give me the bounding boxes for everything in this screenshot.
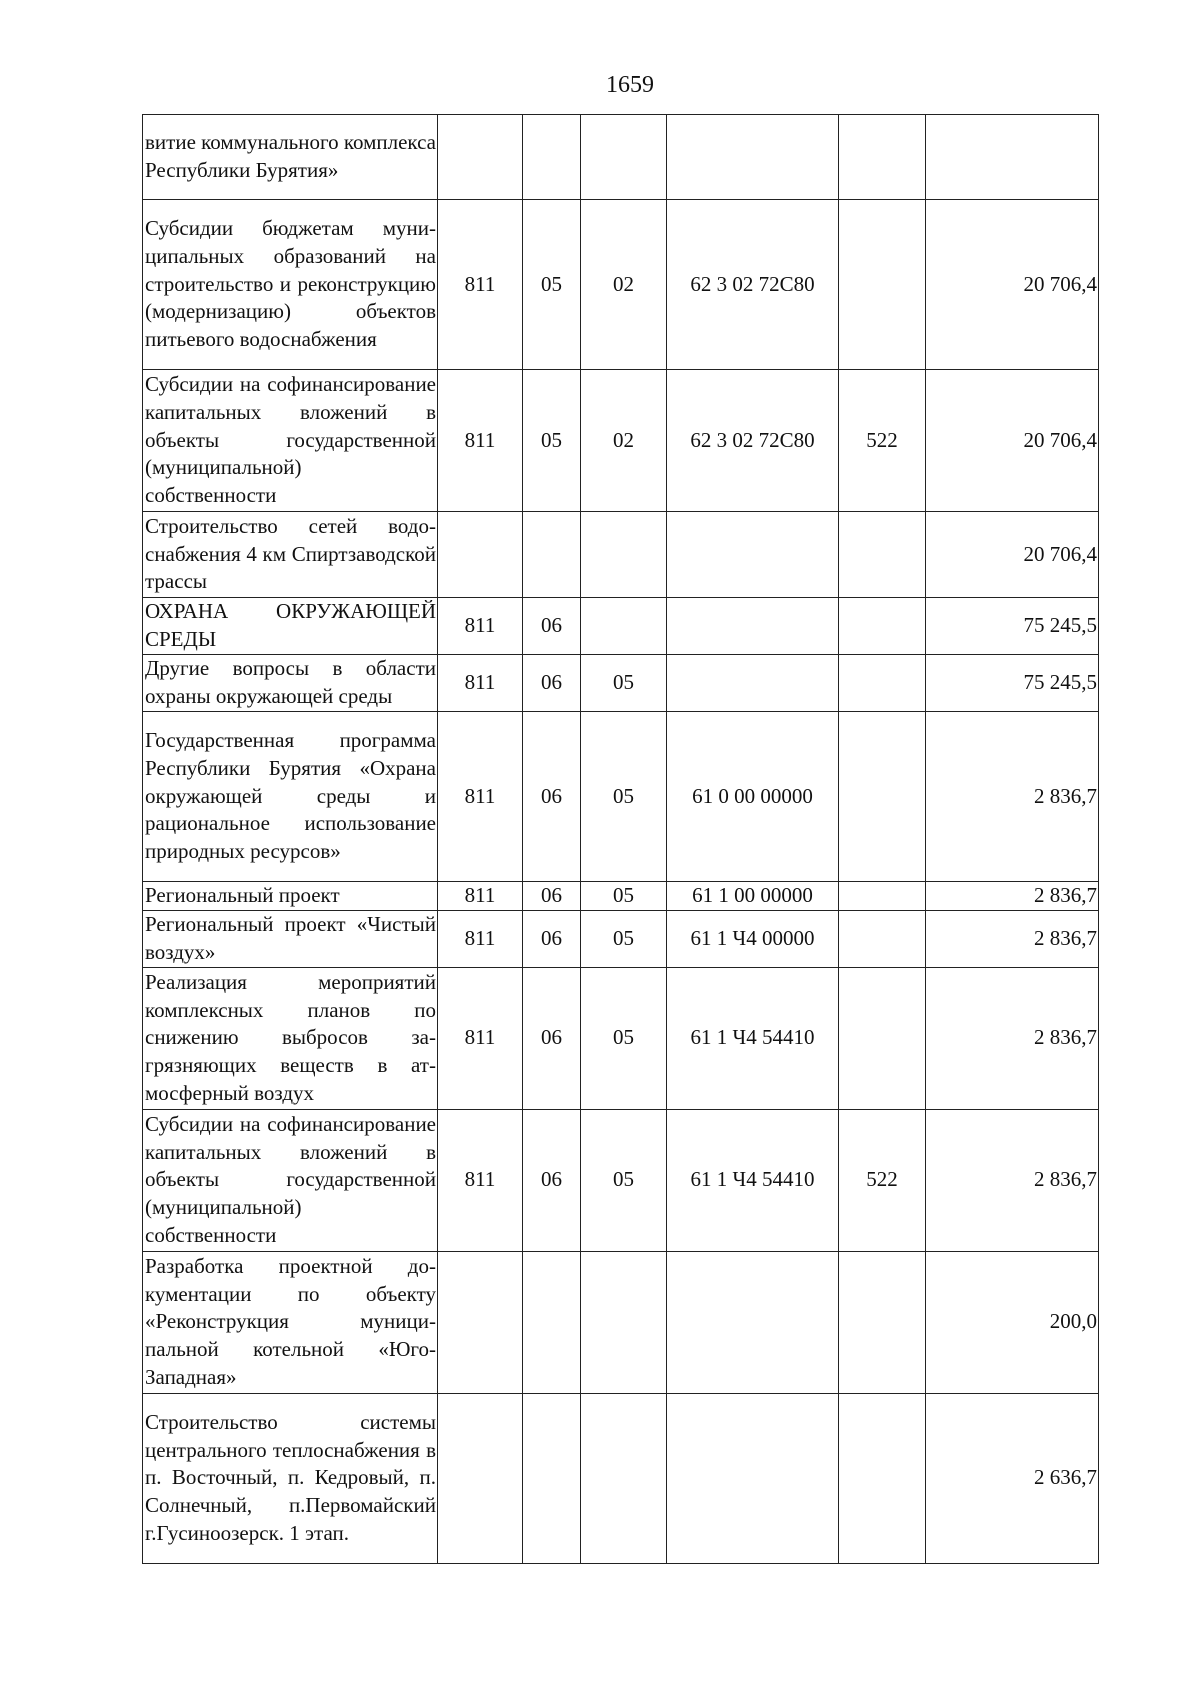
section-code — [523, 512, 581, 598]
table-row — [143, 512, 1099, 598]
row-description: Реализация мероприятий комплексных планов по снижению выбросов загрязняющих веществ в атмосферный воздух — [143, 967, 438, 1109]
expense-type-code — [839, 1251, 926, 1393]
section-code: 05 — [523, 370, 581, 512]
ministry-code: 811 — [438, 598, 523, 655]
subsection-code — [581, 1251, 667, 1393]
target-article-code — [667, 512, 839, 598]
amount: 200,0 — [926, 1251, 1099, 1393]
subsection-code: 05 — [581, 910, 667, 967]
expense-type-code: 522 — [839, 1109, 926, 1251]
section-code: 06 — [523, 967, 581, 1109]
target-article-code — [667, 598, 839, 655]
section-code: 06 — [523, 882, 581, 911]
row-description: Субсидии бюджетам муниципальных образований на строительство и реконструкцию (модернизацию) объектов питьевого водоснабжения — [143, 200, 438, 370]
ministry-code — [438, 115, 523, 200]
section-code: 06 — [523, 910, 581, 967]
expense-type-code — [839, 1393, 926, 1563]
section-code — [523, 1251, 581, 1393]
page-number: 1659 — [606, 72, 654, 98]
table-row — [143, 1393, 1099, 1563]
amount: 2 836,7 — [926, 712, 1099, 882]
subsection-code: 05 — [581, 1109, 667, 1251]
row-description: Строительство системы центрального теплоснабжения в п. Восточный, п. Кедровый, п. Солнечный, п.Первомайский г.Гусиноозерск. 1 этап. — [143, 1393, 438, 1563]
budget-table-body — [143, 115, 1099, 1564]
section-code: 06 — [523, 655, 581, 712]
row-description: витие коммунального комплекса Республики Бурятия» — [143, 115, 438, 200]
ministry-code: 811 — [438, 967, 523, 1109]
expense-type-code — [839, 655, 926, 712]
table-row — [143, 115, 1099, 200]
amount — [926, 115, 1099, 200]
target-article-code — [667, 115, 839, 200]
amount: 2 836,7 — [926, 1109, 1099, 1251]
table-row — [143, 1251, 1099, 1393]
amount: 2 636,7 — [926, 1393, 1099, 1563]
budget-table — [142, 114, 1099, 1564]
target-article-code — [667, 655, 839, 712]
table-row — [143, 1109, 1099, 1251]
amount: 2 836,7 — [926, 882, 1099, 911]
expense-type-code — [839, 200, 926, 370]
expense-type-code: 522 — [839, 370, 926, 512]
subsection-code — [581, 598, 667, 655]
section-code — [523, 1393, 581, 1563]
ministry-code: 811 — [438, 1109, 523, 1251]
table-row — [143, 370, 1099, 512]
target-article-code — [667, 1393, 839, 1563]
amount: 20 706,4 — [926, 370, 1099, 512]
ministry-code: 811 — [438, 882, 523, 911]
row-description: ОХРАНА ОКРУЖАЮЩЕЙ СРЕДЫ — [143, 598, 438, 655]
section-code: 06 — [523, 1109, 581, 1251]
section-code: 06 — [523, 598, 581, 655]
row-description: Субсидии на софинансирование капитальных вложений в объекты государственной (муниципальной) собственности — [143, 1109, 438, 1251]
target-article-code: 61 1 Ч4 54410 — [667, 967, 839, 1109]
table-row — [143, 598, 1099, 655]
target-article-code — [667, 1251, 839, 1393]
amount: 20 706,4 — [926, 200, 1099, 370]
amount: 20 706,4 — [926, 512, 1099, 598]
expense-type-code — [839, 967, 926, 1109]
ministry-code: 811 — [438, 910, 523, 967]
section-code: 05 — [523, 200, 581, 370]
section-code — [523, 115, 581, 200]
target-article-code: 62 3 02 72С80 — [667, 370, 839, 512]
ministry-code — [438, 512, 523, 598]
table-row — [143, 655, 1099, 712]
ministry-code: 811 — [438, 655, 523, 712]
expense-type-code — [839, 712, 926, 882]
expense-type-code — [839, 910, 926, 967]
subsection-code: 02 — [581, 200, 667, 370]
table-row — [143, 712, 1099, 882]
expense-type-code — [839, 512, 926, 598]
expense-type-code — [839, 115, 926, 200]
row-description: Строительство сетей водоснабжения 4 км Спиртзаводской трассы — [143, 512, 438, 598]
target-article-code: 62 3 02 72С80 — [667, 200, 839, 370]
row-description: Разработка проектной документации по объекту «Реконструкция муниципальной котельной «Юго-Западная» — [143, 1251, 438, 1393]
subsection-code — [581, 115, 667, 200]
subsection-code — [581, 512, 667, 598]
ministry-code: 811 — [438, 200, 523, 370]
subsection-code: 02 — [581, 370, 667, 512]
amount: 2 836,7 — [926, 910, 1099, 967]
ministry-code — [438, 1251, 523, 1393]
subsection-code: 05 — [581, 655, 667, 712]
amount: 75 245,5 — [926, 655, 1099, 712]
table-row — [143, 200, 1099, 370]
table-row — [143, 910, 1099, 967]
ministry-code: 811 — [438, 370, 523, 512]
subsection-code: 05 — [581, 712, 667, 882]
target-article-code: 61 1 Ч4 00000 — [667, 910, 839, 967]
target-article-code: 61 1 00 00000 — [667, 882, 839, 911]
subsection-code — [581, 1393, 667, 1563]
subsection-code: 05 — [581, 882, 667, 911]
amount: 2 836,7 — [926, 967, 1099, 1109]
ministry-code: 811 — [438, 712, 523, 882]
row-description: Субсидии на софинансирование капитальных вложений в объекты государственной (муниципальной) собственности — [143, 370, 438, 512]
expense-type-code — [839, 882, 926, 911]
subsection-code: 05 — [581, 967, 667, 1109]
table-row — [143, 882, 1099, 911]
target-article-code: 61 1 Ч4 54410 — [667, 1109, 839, 1251]
section-code: 06 — [523, 712, 581, 882]
ministry-code — [438, 1393, 523, 1563]
expense-type-code — [839, 598, 926, 655]
row-description: Региональный проект — [143, 882, 438, 911]
amount: 75 245,5 — [926, 598, 1099, 655]
row-description: Государственная программа Республики Бурятия «Охрана окружающей среды и рациональное использование природных ресурсов» — [143, 712, 438, 882]
table-row — [143, 967, 1099, 1109]
row-description: Региональный проект «Чистый воздух» — [143, 910, 438, 967]
target-article-code: 61 0 00 00000 — [667, 712, 839, 882]
row-description: Другие вопросы в области охраны окружающей среды — [143, 655, 438, 712]
